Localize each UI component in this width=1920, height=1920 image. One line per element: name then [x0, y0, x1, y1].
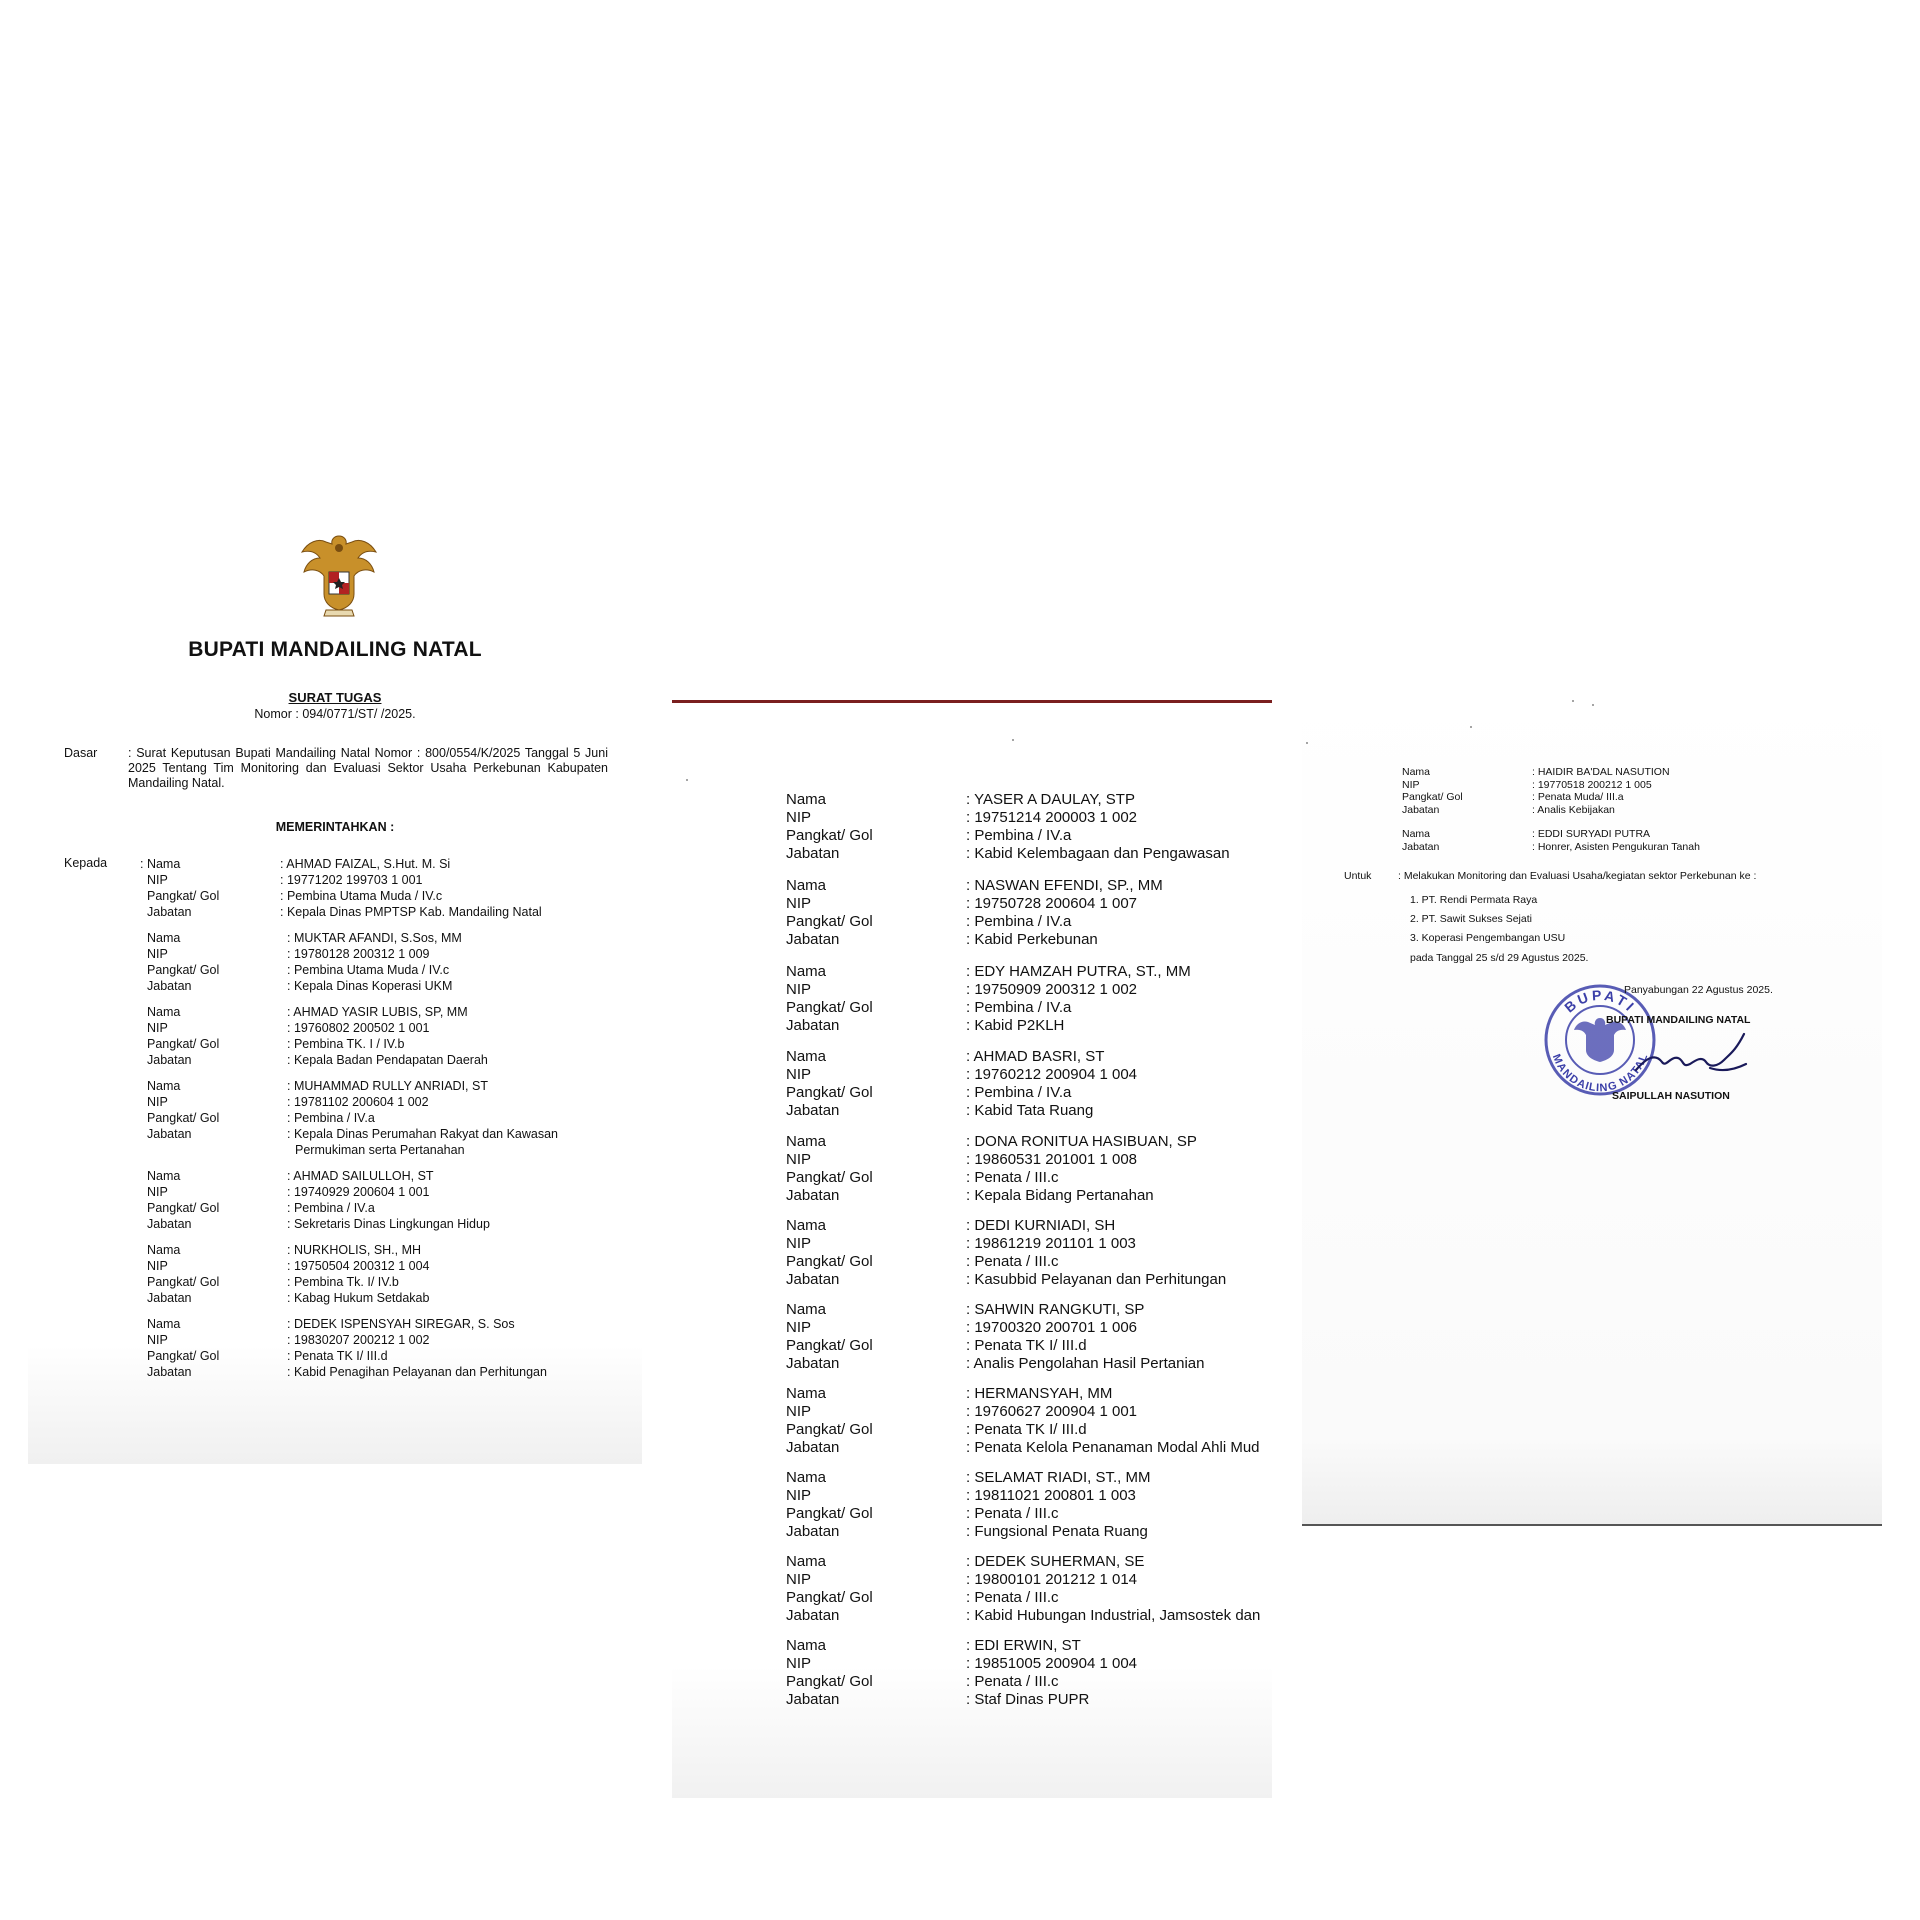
pangkat-value: : Pembina Utama Muda / IV.c — [280, 889, 443, 903]
pangkat-value: : Penata / III.c — [966, 1169, 1059, 1186]
jabatan-value: : Kabid P2KLH — [966, 1017, 1065, 1034]
jabatan-value: : Kepala Badan Pendapatan Daerah — [287, 1053, 488, 1067]
document-subtitle: SURAT TUGAS — [288, 690, 382, 705]
memerintahkan-heading: MEMERINTAHKAN : — [275, 820, 395, 834]
nama-label: Nama — [786, 877, 827, 894]
jabatan-label: Jabatan — [786, 1523, 840, 1540]
jabatan-value: : Kepala Dinas PMPTSP Kab. Mandailing Natal — [280, 905, 542, 919]
pangkat-value: : Penata TK I/ III.d — [966, 1337, 1087, 1354]
nip-value: : 19760802 200502 1 001 — [287, 1021, 430, 1035]
nip-label: NIP — [147, 873, 168, 887]
pangkat-value: : Penata / III.c — [966, 1505, 1059, 1522]
jabatan-label: Jabatan — [786, 1607, 840, 1624]
jabatan-value: : Analis Kebijakan — [1532, 803, 1615, 816]
pangkat-label: Pangkat/ Gol — [147, 1201, 220, 1215]
company-list — [1410, 891, 1565, 948]
list-item: 3. Koperasi Pengembangan USU — [1410, 932, 1566, 944]
jabatan-label: Jabatan — [147, 1053, 192, 1067]
pangkat-label: Pangkat/ Gol — [786, 1589, 873, 1606]
jabatan-value: : Kabag Hukum Setdakab — [287, 1291, 430, 1305]
jabatan-value: : Honrer, Asisten Pengukuran Tanah — [1532, 840, 1700, 853]
jabatan-value: : Fungsional Penata Ruang — [966, 1523, 1148, 1540]
jabatan-value: : Kabid Tata Ruang — [966, 1102, 1094, 1119]
pangkat-label: Pangkat/ Gol — [147, 963, 220, 977]
jabatan-label: Jabatan — [786, 845, 840, 862]
jabatan-value: : Analis Pengolahan Hasil Pertanian — [966, 1355, 1205, 1372]
nip-value: : 19760627 200904 1 001 — [966, 1403, 1137, 1420]
nip-label: NIP — [786, 895, 812, 912]
nama-label: Nama — [786, 1301, 827, 1318]
nip-value: : 19740929 200604 1 001 — [287, 1185, 430, 1199]
letter-page-2 — [672, 700, 1272, 1798]
pangkat-value: : Pembina TK. I / IV.b — [287, 1037, 405, 1051]
jabatan-value: : Kabid Perkebunan — [966, 931, 1098, 948]
pangkat-value: : Pembina Utama Muda / IV.c — [287, 963, 450, 977]
untuk-text: : Melakukan Monitoring dan Evaluasi Usaha/kegiatan sektor Perkebunan ke : — [1398, 870, 1757, 882]
nip-value: : 19860531 201001 1 008 — [966, 1151, 1137, 1168]
pangkat-value: : Pembina / IV.a — [966, 913, 1072, 930]
jabatan-value: : Kepala Bidang Pertanahan — [966, 1187, 1154, 1204]
nama-value: : SELAMAT RIADI, ST., MM — [966, 1469, 1151, 1486]
nama-value: : DEDEK SUHERMAN, SE — [966, 1553, 1145, 1570]
nip-label: NIP — [786, 1655, 812, 1672]
nama-label: Nama — [786, 963, 827, 980]
stamp-top-text: BUPATI — [1561, 986, 1640, 1016]
personnel-record — [1402, 828, 1862, 853]
nip-label: NIP — [786, 1235, 812, 1252]
jabatan-value: : Kepala Dinas Koperasi UKM — [287, 979, 453, 993]
stamp-bottom-text: MANDAILING NATAL — [1549, 1052, 1651, 1095]
nip-label: NIP — [786, 1319, 812, 1336]
pangkat-label: Pangkat/ Gol — [786, 1253, 873, 1270]
jabatan-label: Jabatan — [147, 1127, 192, 1141]
pangkat-label: Pangkat/ Gol — [147, 1349, 220, 1363]
nama-value: : EDI ERWIN, ST — [966, 1637, 1081, 1654]
pangkat-value: : Pembina Tk. I/ IV.b — [287, 1275, 399, 1289]
pangkat-value: : Penata TK I/ III.d — [966, 1421, 1087, 1438]
nip-label: NIP — [786, 981, 812, 998]
dasar-text: : Surat Keputusan Bupati Mandailing Natal Nomor : 800/0554/K/2025 Tanggal 5 Juni 2025 Tentang Tim Monitoring dan Evaluasi Sektor Usaha Perkebunan Kabupaten Mandailing Natal. — [128, 746, 608, 790]
list-item: 1. PT. Rendi Permata Raya — [1410, 894, 1538, 906]
pangkat-label: Pangkat/ Gol — [147, 1275, 220, 1289]
nip-value: : 19751214 200003 1 002 — [966, 809, 1137, 826]
nama-label: Nama — [786, 1048, 827, 1065]
nama-label: Nama — [786, 1469, 827, 1486]
pangkat-value: : Penata / III.c — [966, 1253, 1059, 1270]
personnel-record — [786, 791, 1266, 863]
personnel-record — [786, 1385, 1266, 1457]
pangkat-value: : Pembina / IV.a — [966, 999, 1072, 1016]
nama-label: Nama — [147, 1243, 181, 1257]
document-number: Nomor : 094/0771/ST/ /2025. — [254, 707, 416, 721]
letter-page-3 — [1302, 684, 1882, 1526]
nip-label: NIP — [147, 1095, 168, 1109]
nip-label: NIP — [786, 1571, 812, 1588]
pangkat-value: : Penata TK I/ III.d — [287, 1349, 388, 1363]
jabatan-value: : Kabid Kelembagaan dan Pengawasan — [966, 845, 1230, 862]
nip-value: : 19770518 200212 1 005 — [1532, 778, 1652, 791]
pangkat-label: Pangkat/ Gol — [147, 1037, 220, 1051]
nip-value: : 19780128 200312 1 009 — [287, 947, 430, 961]
nip-label: NIP — [786, 1487, 812, 1504]
nama-label: Nama — [786, 1133, 827, 1150]
pangkat-label: Pangkat/ Gol — [147, 889, 220, 903]
nama-value: : AHMAD FAIZAL, S.Hut. M. Si — [280, 857, 451, 871]
nip-label: NIP — [147, 1259, 168, 1273]
personnel-record — [786, 877, 1266, 949]
scan-speck — [1470, 726, 1472, 728]
nip-value: : 19750909 200312 1 002 — [966, 981, 1137, 998]
nama-value: : DONA RONITUA HASIBUAN, SP — [966, 1133, 1197, 1150]
nama-value: : HERMANSYAH, MM — [966, 1385, 1113, 1402]
nama-label: Nama — [786, 791, 827, 808]
nip-value: : 19750504 200312 1 004 — [287, 1259, 430, 1273]
nip-label: NIP — [147, 947, 168, 961]
nama-label: Nama — [1402, 828, 1431, 840]
nip-value: : 19750728 200604 1 007 — [966, 895, 1137, 912]
jabatan-label: Jabatan — [147, 1217, 192, 1231]
nip-value: : 19771202 199703 1 001 — [280, 873, 423, 887]
garuda-emblem-icon — [296, 528, 382, 620]
jabatan-label: Jabatan — [147, 1365, 192, 1379]
document-title: BUPATI MANDAILING NATAL — [188, 638, 482, 661]
nip-label: NIP — [786, 809, 812, 826]
pangkat-label: Pangkat/ Gol — [786, 1505, 873, 1522]
jabatan-value: : Staf Dinas PUPR — [966, 1691, 1090, 1708]
nama-value: : NURKHOLIS, SH., MH — [287, 1243, 422, 1257]
jabatan-label: Jabatan — [786, 1271, 840, 1288]
nip-label: NIP — [786, 1066, 812, 1083]
personnel-record — [147, 1316, 637, 1380]
letter-page-1 — [28, 478, 642, 1464]
jabatan-label: Jabatan — [147, 979, 192, 993]
nama-value: : YASER A DAULAY, STP — [966, 791, 1135, 808]
pangkat-value: : Pembina / IV.a — [966, 827, 1072, 844]
nip-value: : 19811021 200801 1 003 — [966, 1487, 1136, 1504]
pangkat-label: Pangkat/ Gol — [786, 827, 873, 844]
jabatan-value: : Kabid Penagihan Pelayanan dan Perhitungan — [287, 1365, 547, 1379]
pangkat-label: Pangkat/ Gol — [786, 1337, 873, 1354]
nama-label: Nama — [786, 1637, 827, 1654]
jabatan-label: Jabatan — [786, 1017, 840, 1034]
list-item: 2. PT. Sawit Sukses Sejati — [1410, 913, 1532, 925]
personnel-record — [786, 963, 1266, 1035]
jabatan-label: Jabatan — [147, 1291, 192, 1305]
pangkat-label: Pangkat/ Gol — [1402, 791, 1463, 803]
nama-label: Nama — [147, 1169, 181, 1183]
scan-speck — [1306, 742, 1308, 744]
nip-label: NIP — [147, 1185, 168, 1199]
personnel-record — [1402, 766, 1862, 816]
jabatan-label: Jabatan — [1402, 840, 1440, 853]
personnel-record — [786, 1553, 1266, 1625]
scan-speck — [686, 779, 688, 781]
jabatan-label: Jabatan — [786, 1355, 840, 1372]
jabatan-label: Jabatan — [786, 1187, 840, 1204]
personnel-record — [147, 1242, 637, 1306]
assignment-period: pada Tanggal 25 s/d 29 Agustus 2025. — [1410, 952, 1589, 964]
pangkat-label: Pangkat/ Gol — [786, 1673, 873, 1690]
nama-value: : AHMAD SAILULLOH, ST — [287, 1169, 434, 1183]
personnel-record — [786, 1469, 1266, 1541]
personnel-record — [147, 1078, 637, 1158]
nip-label: NIP — [147, 1333, 168, 1347]
jabatan-value: : Kasubbid Pelayanan dan Perhitungan — [966, 1271, 1227, 1288]
pangkat-label: Pangkat/ Gol — [786, 999, 873, 1016]
nip-value: : 19830207 200212 1 002 — [287, 1333, 430, 1347]
signer-title: BUPATI MANDAILING NATAL — [1606, 1014, 1751, 1026]
nama-value: : DEDI KURNIADI, SH — [966, 1217, 1116, 1234]
nama-label: Nama — [147, 1005, 181, 1019]
kepada-label: Kepada — [64, 856, 108, 870]
personnel-record — [786, 1217, 1266, 1289]
pangkat-label: Pangkat/ Gol — [786, 1084, 873, 1101]
signer-name: SAIPULLAH NASUTION — [1612, 1090, 1730, 1102]
nama-value: : MUKTAR AFANDI, S.Sos, MM — [287, 931, 462, 945]
jabatan-label: Jabatan — [786, 1691, 840, 1708]
place-date: Panyabungan 22 Agustus 2025. — [1624, 984, 1773, 996]
jabatan-value-continued: Permukiman serta Pertanahan — [295, 1143, 465, 1157]
jabatan-label: Jabatan — [786, 1439, 840, 1456]
pangkat-label: Pangkat/ Gol — [147, 1111, 220, 1125]
jabatan-label: Jabatan — [786, 1102, 840, 1119]
pangkat-value: : Pembina / IV.a — [287, 1201, 375, 1215]
nama-value: : AHMAD BASRI, ST — [966, 1048, 1105, 1065]
nama-label: : Nama — [140, 857, 181, 871]
nama-label: Nama — [786, 1553, 827, 1570]
nip-value: : 19760212 200904 1 004 — [966, 1066, 1137, 1083]
jabatan-label: Jabatan — [786, 931, 840, 948]
pangkat-label: Pangkat/ Gol — [786, 1421, 873, 1438]
nama-value: : EDY HAMZAH PUTRA, ST., MM — [966, 963, 1191, 980]
personnel-record — [786, 1133, 1266, 1205]
nama-value: : EDDI SURYADI PUTRA — [1532, 828, 1651, 840]
nama-value: : HAIDIR BA'DAL NASUTION — [1532, 766, 1670, 778]
nama-value: : SAHWIN RANGKUTI, SP — [966, 1301, 1145, 1318]
nip-label: NIP — [1402, 778, 1420, 791]
nama-label: Nama — [147, 1317, 181, 1331]
nip-value: : 19861219 201101 1 003 — [966, 1235, 1136, 1252]
nama-value: : NASWAN EFENDI, SP., MM — [966, 877, 1163, 894]
personnel-record — [147, 1168, 637, 1232]
nama-label: Nama — [147, 931, 181, 945]
signature-icon — [1632, 1026, 1752, 1086]
pangkat-label: Pangkat/ Gol — [786, 1169, 873, 1186]
personnel-record — [147, 930, 637, 994]
nama-value: : MUHAMMAD RULLY ANRIADI, ST — [287, 1079, 488, 1093]
nama-label: Nama — [1402, 766, 1431, 778]
jabatan-value: : Kabid Hubungan Industrial, Jamsostek dan — [966, 1607, 1261, 1624]
pangkat-value: : Pembina / IV.a — [966, 1084, 1072, 1101]
jabatan-value: : Kepala Dinas Perumahan Rakyat dan Kawasan — [287, 1127, 558, 1141]
nama-label: Nama — [786, 1217, 827, 1234]
dasar-label: Dasar — [64, 746, 98, 760]
nip-label: NIP — [147, 1021, 168, 1035]
scan-speck — [1592, 704, 1594, 706]
scan-speck — [1572, 700, 1574, 702]
personnel-record — [147, 1004, 637, 1068]
nip-value: : 19700320 200701 1 006 — [966, 1319, 1137, 1336]
pangkat-value: : Penata / III.c — [966, 1589, 1059, 1606]
nip-value: : 19800101 201212 1 014 — [966, 1571, 1137, 1588]
personnel-record — [786, 1048, 1266, 1120]
personnel-record — [786, 1637, 1266, 1709]
nip-value: : 19781102 200604 1 002 — [287, 1095, 429, 1109]
pangkat-value: : Pembina / IV.a — [287, 1111, 375, 1125]
nama-label: Nama — [786, 1385, 827, 1402]
jabatan-value: : Penata Kelola Penanaman Modal Ahli Mud — [966, 1439, 1260, 1456]
pangkat-label: Pangkat/ Gol — [786, 913, 873, 930]
nip-label: NIP — [786, 1403, 812, 1420]
scan-speck — [1012, 739, 1014, 741]
nama-label: Nama — [147, 1079, 181, 1093]
jabatan-label: Jabatan — [1402, 803, 1440, 816]
nip-value: : 19851005 200904 1 004 — [966, 1655, 1137, 1672]
pangkat-value: : Penata / III.c — [966, 1673, 1059, 1690]
jabatan-label: Jabatan — [147, 905, 192, 919]
nip-label: NIP — [786, 1151, 812, 1168]
nama-value: : AHMAD YASIR LUBIS, SP, MM — [287, 1005, 468, 1019]
jabatan-value: : Sekretaris Dinas Lingkungan Hidup — [287, 1217, 490, 1231]
nama-value: : DEDEK ISPENSYAH SIREGAR, S. Sos — [287, 1317, 515, 1331]
personnel-record — [140, 856, 630, 920]
pangkat-value: : Penata Muda/ III.a — [1532, 791, 1624, 803]
personnel-record — [786, 1301, 1266, 1373]
untuk-label: Untuk — [1344, 870, 1372, 882]
